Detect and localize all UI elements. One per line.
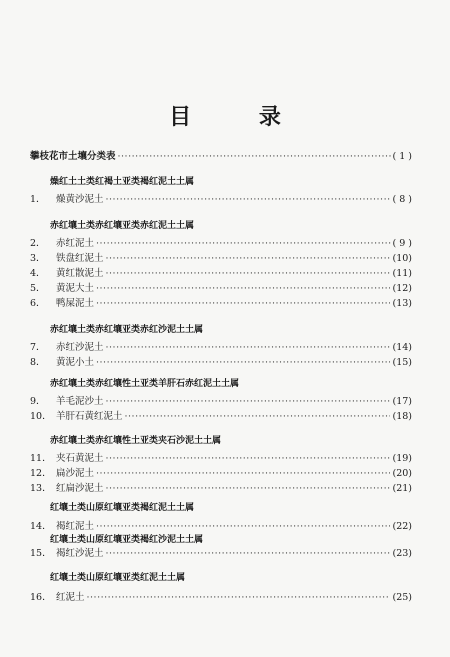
leader-dots: [96, 237, 390, 251]
entry-page: (13): [392, 298, 412, 309]
entry-page: (20): [392, 468, 412, 479]
entry-number: 13．: [30, 483, 52, 494]
entry-page: (18): [392, 411, 412, 422]
entry-label: 铁盘红泥土: [56, 253, 104, 264]
toc-entry[interactable]: [30, 252, 412, 266]
entry-label: 羊肝石黄红泥土: [56, 411, 123, 422]
section-heading: 红壤土类山原红壤亚类褐红沙泥土土属: [50, 535, 204, 545]
entry-number: 9．: [30, 396, 46, 407]
toc-entry[interactable]: [30, 237, 412, 251]
toc-entry[interactable]: [30, 395, 412, 409]
entry-number: 10．: [30, 411, 52, 422]
section-heading: 红壤土类山原红壤亚类褐红泥土土属: [50, 503, 195, 513]
toc-entry[interactable]: [30, 193, 412, 207]
entry-label: 褐红沙泥土: [56, 548, 104, 559]
entry-page: ( 8 ): [392, 194, 412, 205]
entry-number: 8．: [30, 357, 46, 368]
section-heading: 燥红土土类红褐土亚类褐红泥土土属: [50, 177, 195, 187]
entry-number: 15．: [30, 548, 52, 559]
leader-dots: [96, 282, 390, 296]
entry-page: (12): [392, 283, 412, 294]
toc-entry[interactable]: [30, 282, 412, 296]
entry-label: 黄泥小土: [56, 357, 95, 368]
leader-dots: [96, 356, 390, 370]
entry-page: (21): [392, 483, 412, 494]
toc-entry[interactable]: [30, 356, 412, 370]
entry-page: (15): [392, 357, 412, 368]
leader-dots: [106, 267, 391, 281]
entry-label: 赤红泥土: [56, 238, 95, 249]
toc-entry[interactable]: [30, 547, 412, 561]
leader-dots: [106, 547, 391, 561]
entry-number: 7．: [30, 342, 46, 353]
entry-number: 6．: [30, 298, 46, 309]
page-title: 目 录: [169, 104, 311, 130]
section-heading: 赤红壤土类赤红壤亚类赤红泥土土属: [50, 221, 195, 231]
leader-dots: [106, 452, 391, 466]
entry-label: 红泥土: [56, 592, 85, 603]
entry-label: 扁沙泥土: [56, 468, 95, 479]
entry-label: 赤红沙泥土: [56, 342, 104, 353]
entry-page: (23): [392, 548, 412, 559]
toc-entry-label: 攀枝花市土壤分类表: [30, 151, 116, 162]
entry-label: 黄泥大土: [56, 283, 95, 294]
toc-entry[interactable]: [30, 410, 412, 424]
toc-entry-classification-table[interactable]: [30, 150, 412, 164]
entry-page: (19): [392, 453, 412, 464]
entry-number: 3．: [30, 253, 46, 264]
entry-page: (14): [392, 342, 412, 353]
toc-entry[interactable]: [30, 520, 412, 534]
section-heading: 赤红壤土类赤红壤性土亚类夹石沙泥土土属: [50, 436, 222, 446]
entry-label: 羊毛泥沙土: [56, 396, 104, 407]
leader-dots: [106, 252, 391, 266]
toc-entry[interactable]: [30, 591, 412, 605]
entry-label: 燥黄沙泥土: [56, 194, 104, 205]
entry-page: (25): [392, 592, 412, 603]
entry-number: 1．: [30, 194, 46, 205]
entry-number: 14．: [30, 521, 52, 532]
toc-entry[interactable]: [30, 452, 412, 466]
entry-number: 12．: [30, 468, 52, 479]
section-heading: 红壤土类山原红壤亚类红泥土土属: [50, 573, 186, 583]
leader-dots: [106, 193, 391, 207]
entry-label: 褐红泥土: [56, 521, 95, 532]
section-heading: 赤红壤土类赤红壤性土亚类羊肝石赤红泥土土属: [50, 379, 240, 389]
leader-dots: [106, 395, 391, 409]
entry-number: 2．: [30, 238, 46, 249]
toc-entry[interactable]: [30, 341, 412, 355]
leader-dots: [96, 467, 390, 481]
entry-page: (22): [392, 521, 412, 532]
leader-dots: [96, 297, 390, 311]
entry-label: 红扁沙泥土: [56, 483, 104, 494]
entry-page: ( 9 ): [392, 238, 412, 249]
entry-page: (10): [392, 253, 412, 264]
leader-dots: [96, 520, 390, 534]
entry-number: 4．: [30, 268, 46, 279]
toc-entry-page: ( 1 ): [392, 151, 412, 162]
entry-label: 鸭屎泥土: [56, 298, 95, 309]
toc-entry[interactable]: [30, 267, 412, 281]
entry-page: (17): [392, 396, 412, 407]
entry-number: 16．: [30, 592, 52, 603]
toc-entry[interactable]: [30, 482, 412, 496]
entry-label: 黄红散泥土: [56, 268, 104, 279]
leader-dots: [118, 150, 391, 164]
leader-dots: [87, 591, 391, 605]
leader-dots: [125, 410, 391, 424]
section-heading: 赤红壤土类赤红壤亚类赤红沙泥土土属: [50, 325, 204, 335]
entry-page: (11): [392, 268, 412, 279]
entry-number: 5．: [30, 283, 46, 294]
leader-dots: [106, 482, 391, 496]
toc-entry[interactable]: [30, 467, 412, 481]
entry-number: 11．: [30, 453, 52, 464]
toc-entry[interactable]: [30, 297, 412, 311]
entry-label: 夹石黄泥土: [56, 453, 104, 464]
leader-dots: [106, 341, 391, 355]
